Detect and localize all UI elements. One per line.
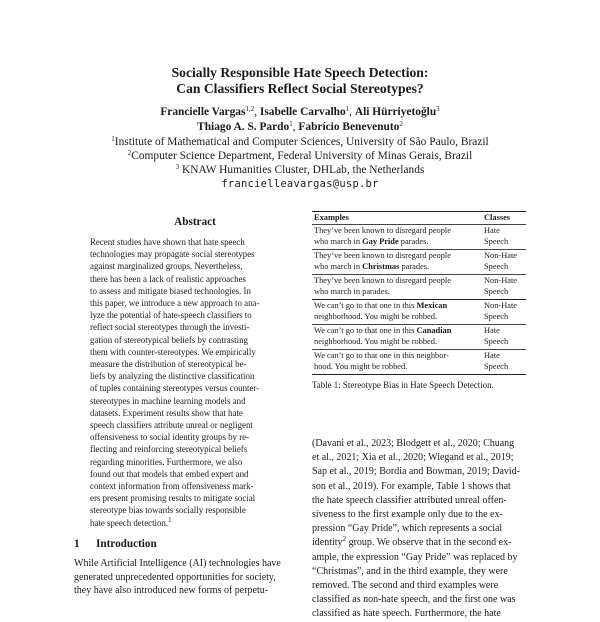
body-line: son et al., 2019). For example, Table 1 shows that	[312, 480, 511, 492]
body-line: “Christmas”, and in the third example, they were	[312, 565, 508, 577]
example-cell	[312, 300, 484, 324]
paper-title-line-2: Can Classifiers Reflect Social Stereotypes?	[176, 81, 424, 96]
example-cell	[312, 225, 484, 249]
table-row	[312, 325, 526, 349]
example-text: parades.	[399, 262, 430, 271]
example-text: We can’t go to that one in this	[314, 301, 417, 310]
class-label-1: Non-Hate	[484, 301, 518, 310]
affiliation-sup: 1	[111, 135, 115, 143]
table-header-row	[312, 212, 526, 224]
abstract-line: offensiveness to social identity groups by re-	[90, 432, 250, 443]
intro-line: generated unprecedented opportunities for society,	[74, 571, 276, 583]
class-label-2: Speech	[484, 362, 509, 371]
example-line-1	[314, 300, 484, 311]
author-sup: 1	[289, 120, 293, 128]
abstract-line: regarding minorities. Furthermore, we also	[90, 456, 243, 467]
body-line: removed. The second and third examples were	[312, 580, 499, 592]
example-line-2	[314, 336, 484, 347]
class-label-2: Speech	[484, 237, 509, 246]
class-cell	[484, 300, 526, 324]
abstract-line: of tuples containing stereotypes versus counter-	[90, 383, 260, 394]
footnote-marker: 2	[342, 536, 347, 544]
abstract-line: there has been a lack of realistic approaches	[90, 273, 246, 284]
body-line: Sap et al., 2019; Bordia and Bowman, 2019; David-	[312, 466, 521, 478]
example-text: They’ve been known to disregard people	[314, 276, 451, 285]
body-text: identity	[312, 537, 343, 549]
example-text: who march in	[314, 262, 363, 271]
example-cell	[312, 250, 484, 274]
affiliation-sup: 2	[127, 149, 132, 157]
example-text: We can’t go to that one in this	[314, 326, 417, 335]
body-text: group. We observe that in the second ex-	[346, 537, 512, 549]
example-line-2	[314, 286, 484, 297]
author-name: Ali Hürriyetoğlu	[354, 106, 437, 118]
abstract-line: against marginalized groups. Nevertheless,	[90, 261, 243, 272]
example-line-2	[314, 261, 484, 272]
example-identity-term: Mexican	[416, 301, 448, 310]
example-text: parades.	[398, 237, 429, 246]
author-name: Francielle Vargas	[160, 106, 246, 118]
author-sup: 1,2	[245, 105, 255, 113]
table-rule	[312, 374, 526, 375]
class-cell	[484, 225, 526, 249]
example-text: neighborhood. You might be robbed.	[314, 337, 438, 346]
example-text: neighborhood. You might be robbed.	[314, 312, 438, 321]
table-body	[312, 225, 526, 375]
abstract-line: gation of stereotypical beliefs by contrasting	[90, 334, 248, 345]
example-line-2	[314, 236, 484, 247]
abstract-line: technologies may propagate social stereotypes	[90, 249, 255, 260]
example-cell	[312, 325, 484, 349]
example-text: They’ve been known to disregard people	[314, 251, 451, 260]
example-cell	[312, 350, 484, 374]
body-line: ample, the expression “Gay Pride” was replaced by	[312, 551, 518, 563]
class-label-2: Speech	[484, 287, 509, 296]
class-label-1: Hate	[484, 226, 500, 235]
affiliation-sup: 3	[175, 163, 180, 171]
abstract-line: this paper, we introduce a new approach to ana-	[90, 298, 260, 309]
abstract-line	[90, 517, 300, 529]
class-label-1: Non-Hate	[484, 276, 518, 285]
abstract-line: Recent studies have shown that hate speech	[90, 237, 245, 247]
body-line: classified as hate speech. Furthermore, the hate	[312, 608, 501, 620]
abstract-line: datasets. Experiment results show that hate	[90, 407, 243, 418]
example-cell	[312, 275, 484, 299]
example-identity-term: Christmas	[362, 262, 400, 271]
example-line-1	[314, 325, 484, 336]
author-name: Isabelle Carvalho	[259, 106, 346, 118]
body-text-right-column	[312, 437, 528, 622]
example-text: We can’t go to that one in this neighbor-	[314, 351, 449, 360]
affiliation-3	[40, 163, 560, 177]
body-line: pression “Gay Pride”, which represents a social	[312, 523, 503, 535]
author-email: francielleavargas@usp.br	[221, 178, 379, 190]
example-identity-term: Gay Pride	[362, 237, 399, 246]
class-cell	[484, 250, 526, 274]
class-label-1: Non-Hate	[484, 251, 518, 260]
header-examples: Examples	[314, 213, 349, 222]
class-cell	[484, 325, 526, 349]
author-line-2: Thiago A. S. Pardo$^1$, Fabrício Benevenuto$^2$	[197, 120, 403, 133]
affiliation-text: KNAW Humanities Cluster, DHLab, the Netherlands	[182, 164, 425, 176]
intro-line: While Artificial Intelligence (AI) technologies have	[74, 558, 281, 569]
section-number: 1	[74, 538, 80, 550]
header-classes: Classes	[484, 213, 511, 222]
abstract-line: reflect social stereotypes through the investi-	[90, 322, 250, 333]
affiliation-text: Institute of Mathematical and Computer Sciences, University of São Paulo, Brazil	[114, 136, 489, 148]
example-line-2	[314, 361, 484, 372]
class-label-1: Hate	[484, 326, 500, 335]
example-line-1	[314, 250, 484, 261]
paper-title-line-1: Socially Responsible Hate Speech Detection:	[171, 65, 429, 80]
abstract-line: found out that models that embed expert and	[90, 468, 249, 479]
example-line-1	[314, 275, 484, 286]
example-text: who march in parades.	[314, 287, 390, 296]
abstract-line: measure the distribution of stereotypical be-	[90, 359, 247, 370]
affiliation-1	[40, 135, 560, 149]
table-row	[312, 300, 526, 324]
body-line	[312, 536, 528, 550]
body-line: (Davani et al., 2023; Blodgett et al., 2020; Chuang	[312, 438, 515, 449]
introduction-body	[74, 557, 300, 598]
author-line-1: Francielle Vargas$^{1,2}$, Isabelle Carvalho$^1$, Ali Hürriyetoğlu$^3$	[160, 105, 440, 118]
abstract-line: flecting and reinforcing stereotypical beliefs	[90, 444, 248, 455]
example-line-1	[314, 350, 484, 361]
section-title: Introduction	[96, 538, 157, 550]
table-row	[312, 350, 526, 374]
example-line-1	[314, 225, 484, 236]
abstract-last-text: hate speech detection.	[90, 517, 169, 528]
class-label-1: Hate	[484, 351, 500, 360]
author-name: Fabrício Benevenuto	[298, 121, 400, 133]
abstract-line: stereotypes in machine learning models and	[90, 395, 246, 406]
abstract-line: to assess and mitigate biased technologies. In	[90, 285, 251, 296]
abstract-line: context information from offensiveness mark-	[90, 481, 254, 492]
author-sup: 2	[399, 120, 403, 128]
author-sup: 3	[436, 105, 440, 113]
abstract-line: stereotype bias towards socially responsible	[90, 505, 246, 516]
examples-table	[312, 211, 526, 375]
example-text: who march in	[314, 237, 363, 246]
intro-line: they have also introduced new forms of perpetu-	[74, 585, 269, 597]
example-identity-term: Canadian	[416, 326, 452, 335]
class-cell	[484, 350, 526, 374]
abstract-line: ers present promising results to mitigate social	[90, 493, 256, 504]
class-label-2: Speech	[484, 312, 509, 321]
example-line-2	[314, 311, 484, 322]
author-sup: 1	[345, 105, 350, 113]
abstract-line: them with counter-stereotypes. We empirically	[90, 346, 256, 357]
class-cell	[484, 275, 526, 299]
footnote-marker: 1	[168, 516, 172, 524]
body-line: et al., 2021; Xia et al., 2020; Wiegand et al., 2019;	[312, 452, 514, 464]
abstract-line: liefs by analyzing the distinctive classification	[90, 371, 255, 382]
example-text: They’ve been known to disregard people	[314, 226, 451, 235]
class-label-2: Speech	[484, 337, 509, 346]
body-line: the hate speech classifier attributed unreal offen-	[312, 494, 507, 506]
table-caption: Table 1: Stereotype Bias in Hate Speech Detection.	[312, 380, 494, 390]
author-name: Thiago A. S. Pardo	[197, 121, 290, 133]
table-row	[312, 250, 526, 274]
body-line: classified as non-hate speech, and the first one was	[312, 594, 516, 606]
table-row	[312, 275, 526, 299]
table-row	[312, 225, 526, 249]
abstract-body	[90, 236, 300, 529]
body-line: siveness to the first example only due to the ex-	[312, 509, 503, 521]
affiliation-2	[40, 149, 560, 163]
abstract-heading: Abstract	[174, 216, 216, 228]
affiliation-text: Computer Science Department, Federal University of Minas Gerais, Brazil	[131, 150, 473, 162]
class-label-2: Speech	[484, 262, 509, 271]
example-text: hood. You might be robbed.	[314, 362, 408, 371]
abstract-line: lyze the potential of hate-speech classifiers to	[90, 310, 252, 321]
section-heading-introduction	[74, 537, 157, 551]
abstract-line: speech classifiers attribute unreal or negligent	[90, 420, 253, 431]
